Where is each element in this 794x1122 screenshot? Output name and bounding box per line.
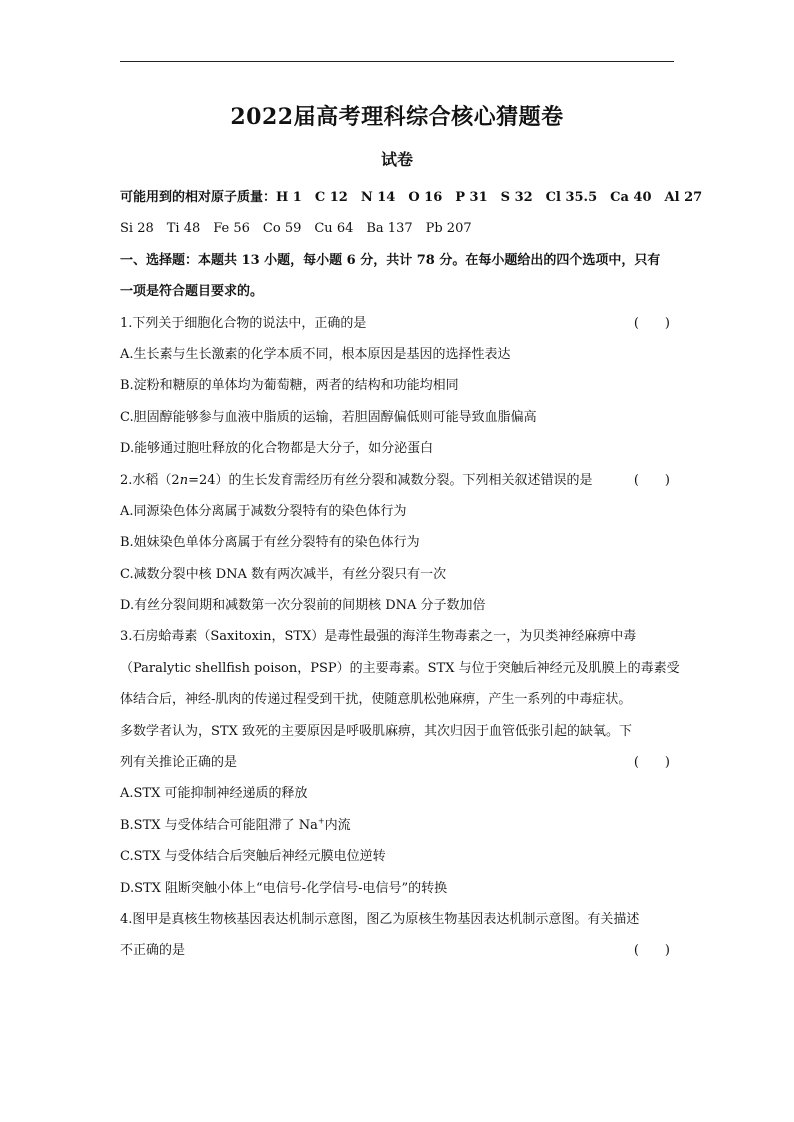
question-2-prefix: 2.水稻（2 [120, 472, 180, 488]
question-4-stem-line-1: 4.图甲是真核生物核基因表达机制示意图，图乙为原核生物基因表达机制示意图。有关描述 [120, 911, 640, 927]
question-3-stem-line-4: 多数学者认为，STX 致死的主要原因是呼吸肌麻痹，其次归因于血管低张引起的缺氧。下 [120, 723, 632, 739]
question-3-option-b-tail: 内流 [324, 817, 351, 833]
question-1-option-b: B.淀粉和糖原的单体均为葡萄糖，两者的结构和功能均相同 [120, 378, 459, 394]
question-2-stem [120, 465, 676, 496]
question-1-option-c: C.胆固醇能够参与血液中脂质的运输，若胆固醇偏低则可能导致血脂偏高 [120, 409, 537, 425]
exam-subtitle: 试卷 [380, 150, 413, 169]
question-3-option-b [120, 810, 676, 841]
question-4-stem-tail: 不正确的是 [120, 943, 186, 959]
question-2-option-d: D.有丝分裂间期和减数第一次分裂前的间期核 DNA 分子数加倍 [120, 598, 486, 614]
question-3-stem-line-2: （Paralytic shellfish poison，PSP）的主要毒素。STX 与位于突触后神经元及肌膜上的毒素受 [120, 660, 680, 676]
question-3-option-c: C.STX 与受体结合后突触后神经元膜电位逆转 [120, 849, 386, 865]
question-1-text: 1.下列关于细胞化合物的说法中，正确的是 [120, 315, 367, 331]
question-3-option-b-text: B.STX 与受体结合可能阻滞了 Na [120, 817, 318, 833]
question-1-option-a: A.生长素与生长激素的化学本质不同，根本原因是基因的选择性表达 [120, 346, 511, 362]
atomic-mass-line-1: 可能用到的相对原子质量：H 1 C 12 N 14 O 16 P 31 S 32 Cl 35.5 Ca 40 Al 27 [120, 190, 703, 205]
atomic-mass-line-2: Si 28 Ti 48 Fe 56 Co 59 Cu 64 Ba 137 Pb 207 [120, 221, 472, 237]
exam-title: 2022届高考理科综合核心猜题卷 [230, 104, 564, 130]
question-3-option-d: D.STX 阻断突触小体上“电信号-化学信号-电信号”的转换 [120, 880, 448, 896]
header-rule [120, 61, 674, 62]
question-2-suffix: =24）的生长发育需经历有丝分裂和减数分裂。下列相关叙述错误的是 [188, 472, 593, 488]
question-1-stem [120, 308, 676, 339]
question-2-option-c: C.减数分裂中核 DNA 数有两次减半，有丝分裂只有一次 [120, 566, 447, 582]
question-3-stem-line-5 [120, 747, 676, 778]
section-heading-line-1: 一、选择题：本题共 13 小题，每小题 6 分，共计 78 分。在每小题给出的四个选项中，只有 [120, 252, 661, 268]
superscript-plus: + [317, 816, 325, 826]
question-2-option-b: B.姐妹染色单体分离属于有丝分裂特有的染色体行为 [120, 535, 420, 551]
question-4-stem-line-2 [120, 935, 676, 966]
answer-bracket: ( ) [633, 472, 670, 488]
question-1-option-d: D.能够通过胞吐释放的化合物都是大分子，如分泌蛋白 [120, 441, 434, 457]
question-3-stem-tail: 列有关推论正确的是 [120, 755, 238, 771]
answer-bracket: ( ) [633, 943, 670, 959]
question-3-option-a: A.STX 可能抑制神经递质的释放 [120, 786, 308, 802]
question-3-stem-line-3: 体结合后，神经-肌肉的传递过程受到干扰，使随意肌松弛麻痹，产生一系列的中毒症状。 [120, 692, 632, 708]
question-2-option-a: A.同源染色体分离属于减数分裂特有的染色体行为 [120, 503, 407, 519]
answer-bracket: ( ) [633, 755, 670, 771]
answer-bracket: ( ) [633, 315, 670, 331]
exam-content [120, 182, 703, 967]
question-2-italic-n: n [179, 472, 189, 488]
section-heading-line-2: 一项是符合题目要求的。 [120, 284, 264, 300]
question-3-stem-line-1: 3.石房蛤毒素（Saxitoxin，STX）是毒性最强的海洋生物毒素之一，为贝类神经麻痹中毒 [120, 629, 637, 645]
